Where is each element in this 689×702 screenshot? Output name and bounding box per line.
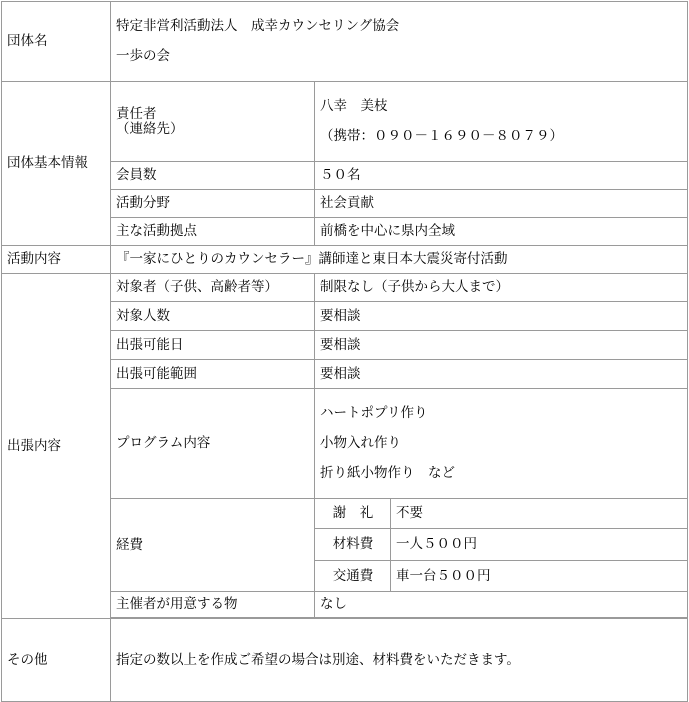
fee-value: 不要 — [391, 499, 688, 529]
field-label: 活動分野 — [111, 190, 315, 218]
members-label: 会員数 — [111, 162, 315, 190]
field-value: 社会貢献 — [315, 190, 688, 218]
organization-name-line2: 一歩の会 — [116, 48, 170, 64]
area-value: 要相談 — [315, 360, 688, 389]
material-value: 一人５００円 — [391, 529, 688, 561]
organization-name — [111, 2, 688, 82]
program-item: 折り紙小物作り など — [320, 465, 455, 481]
representative-contact — [315, 82, 688, 162]
host-value: なし — [315, 592, 688, 618]
fee-label: 謝 礼 — [315, 499, 391, 529]
target-row — [2, 274, 688, 302]
count-value: 要相談 — [315, 302, 688, 331]
base-label: 主な活動拠点 — [111, 218, 315, 246]
program-label: プログラム内容 — [111, 389, 315, 499]
organization-row — [2, 2, 688, 82]
activity-label: 活動内容 — [2, 246, 111, 274]
area-label: 出張可能範囲 — [111, 360, 315, 389]
transport-label: 交通費 — [315, 561, 391, 592]
host-label: 主催者が用意する物 — [111, 592, 315, 618]
dates-label: 出張可能日 — [111, 331, 315, 360]
outreach-label: 出張内容 — [2, 274, 111, 619]
activity-value: 『一家にひとりのカウンセラー』講師達と東日本大震災寄付活動 — [111, 246, 688, 274]
representative-name: 八幸 美枝 — [320, 98, 388, 114]
target-value: 制限なし（子供から大人まで） — [315, 274, 688, 302]
representative-row — [2, 82, 688, 162]
material-label: 材料費 — [315, 529, 391, 561]
program-item: 小物入れ作り — [320, 435, 401, 451]
info-table — [1, 1, 688, 702]
program-items — [315, 389, 688, 499]
representative-phone: （携帯：０９０－１６９０－８０７９） — [320, 128, 563, 144]
base-value: 前橋を中心に県内全域 — [315, 218, 688, 246]
activity-row — [2, 246, 688, 274]
basic-info-label: 団体基本情報 — [2, 82, 111, 246]
count-label: 対象人数 — [111, 302, 315, 331]
cost-label: 経費 — [111, 499, 315, 592]
transport-value: 車一台５００円 — [391, 561, 688, 592]
program-item: ハートポプリ作り — [320, 405, 428, 421]
target-label: 対象者（子供、高齢者等） — [111, 274, 315, 302]
organization-label: 団体名 — [2, 2, 111, 82]
dates-value: 要相談 — [315, 331, 688, 360]
representative-label: 責任者 （連絡先） — [111, 82, 315, 162]
other-value: 指定の数以上を作成ご希望の場合は別途、材料費をいただきます。 — [111, 619, 688, 702]
members-value: ５０名 — [315, 162, 688, 190]
other-label: その他 — [2, 619, 111, 702]
other-row — [2, 619, 688, 702]
organization-name-line1: 特定非営利活動法人 成幸カウンセリング協会 — [116, 18, 400, 34]
